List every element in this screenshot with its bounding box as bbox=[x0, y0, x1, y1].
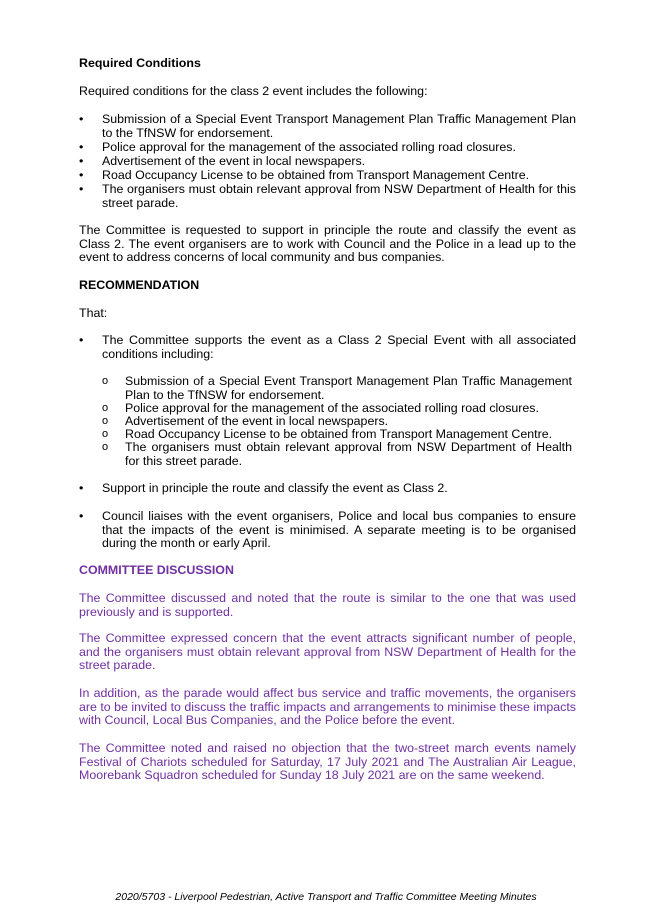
page-footer: 2020/5703 - Liverpool Pedestrian, Active Transport and Traffic Committee Meeting Minutes bbox=[115, 891, 537, 903]
list-item-text: Support in principle the route and classify the event as Class 2. bbox=[102, 481, 448, 495]
sub-list-item-text: Road Occupancy License to be obtained from Transport Management Centre. bbox=[125, 427, 553, 441]
list-item-text: Police approval for the management of the associated rolling road closures. bbox=[102, 140, 516, 154]
discussion-paragraph: The Committee expressed concern that the event attracts significant number of people, and the organisers must obtain relevant approval from NSW Department of Health for the street parade. bbox=[79, 631, 576, 672]
sub-list-item-text: Advertisement of the event in local newspapers. bbox=[125, 414, 389, 428]
sub-list-item-text: Submission of a Special Event Transport Management Plan Traffic Management Plan to the TfNSW for endorsement. bbox=[125, 374, 572, 402]
list-item-text: The organisers must obtain relevant approval from NSW Department of Health for this street parade. bbox=[102, 182, 576, 210]
required-paragraph: The Committee is requested to support in principle the route and classify the event as Class 2. The event organisers are to work with Council and the Police in a lead up to the event to address concerns of local community and bus companies. bbox=[79, 223, 576, 264]
sub-list-item-text: The organisers must obtain relevant approval from NSW Department of Health for this street parade. bbox=[125, 440, 572, 468]
discussion-paragraph: The Committee discussed and noted that the route is similar to the one that was used previously and is supported. bbox=[79, 591, 576, 619]
required-conditions-heading: Required Conditions bbox=[79, 56, 201, 70]
list-item-text: Council liaises with the event organisers, Police and local bus companies to ensure that the impacts of the event is minimised. A separate meeting is to be organised during the month or early April. bbox=[102, 509, 576, 550]
bullet: • bbox=[79, 168, 84, 182]
required-conditions-intro: Required conditions for the class 2 event includes the following: bbox=[79, 84, 428, 98]
list-item-text: Advertisement of the event in local newspapers. bbox=[102, 154, 366, 168]
bullet: • bbox=[79, 112, 84, 126]
bullet: • bbox=[79, 481, 84, 495]
bullet: • bbox=[79, 140, 84, 154]
bullet: • bbox=[79, 182, 84, 196]
sub-bullet: o bbox=[102, 441, 109, 453]
recommendation-that: That: bbox=[79, 306, 108, 320]
sub-list-item-text: Police approval for the management of the associated rolling road closures. bbox=[125, 401, 539, 415]
sub-bullet: o bbox=[102, 402, 109, 414]
list-item-text: Road Occupancy License to be obtained from Transport Management Centre. bbox=[102, 168, 530, 182]
bullet: • bbox=[79, 154, 84, 168]
list-item-text: The Committee supports the event as a Class 2 Special Event with all associated conditions including: bbox=[102, 333, 576, 361]
discussion-paragraph: In addition, as the parade would affect bus service and traffic movements, the organisers are to be invited to discuss the traffic impacts and arrangements to minimise these impacts with Council, Local Bus Companies, and the Police before the event. bbox=[79, 686, 577, 727]
committee-discussion-heading: COMMITTEE DISCUSSION bbox=[79, 563, 234, 577]
discussion-paragraph: The Committee noted and raised no objection that the two-street march events namely Festival of Chariots scheduled for Saturday, 17 July 2021 and The Australian Air League, Moorebank Squadron scheduled for Sunday 18 July 2021 are on the same weekend. bbox=[79, 741, 576, 782]
sub-bullet: o bbox=[102, 428, 109, 440]
recommendation-heading: RECOMMENDATION bbox=[79, 278, 200, 292]
sub-bullet: o bbox=[102, 375, 109, 387]
bullet: • bbox=[79, 333, 84, 347]
bullet: • bbox=[79, 509, 84, 523]
list-item-text: Submission of a Special Event Transport Management Plan Traffic Management Plan to the TfNSW for endorsement. bbox=[102, 112, 576, 140]
sub-bullet: o bbox=[102, 415, 109, 427]
